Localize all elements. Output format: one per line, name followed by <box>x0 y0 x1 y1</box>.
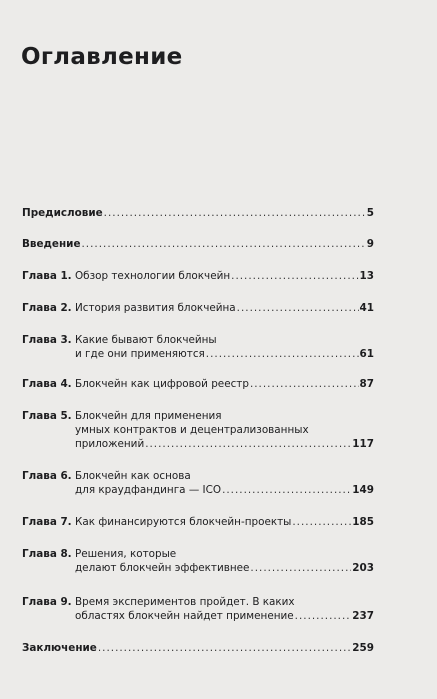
toc-entry-text <box>22 641 374 655</box>
toc-entry-title: Блокчейн как цифровой реестр <box>75 378 249 390</box>
toc-page-number: 185 <box>352 516 374 528</box>
toc-entry-title: Предисловие <box>22 207 103 219</box>
toc-entry-conclusion <box>22 641 374 655</box>
toc-entry-line: Какие бывают блокчейны <box>75 334 217 346</box>
leader-dots <box>104 206 366 220</box>
leader-dots <box>206 347 359 361</box>
page-title: Оглавление <box>21 44 183 70</box>
leader-dots <box>231 269 358 283</box>
chapter-label: Глава 3. <box>22 334 72 346</box>
toc-entry-chapter-8 <box>22 547 374 575</box>
chapter-label: Глава 2. <box>22 302 72 314</box>
leader-dots <box>250 561 351 575</box>
toc-entry-title: и где они применяются <box>75 348 205 360</box>
toc-entry-chapter-9 <box>22 595 374 623</box>
leader-dots <box>250 377 359 391</box>
chapter-label: Глава 8. <box>22 548 72 560</box>
toc-entry-title: Обзор технологии блокчейн <box>75 270 231 282</box>
toc-entry-text <box>75 515 374 529</box>
chapter-label: Глава 5. <box>22 410 72 422</box>
toc-page-number: 9 <box>366 238 374 250</box>
toc-entry-title: делают блокчейн эффективнее <box>75 562 250 574</box>
toc-page-number: 5 <box>366 207 374 219</box>
leader-dots <box>237 301 359 315</box>
toc-entry-text <box>22 206 374 220</box>
toc-entry-text <box>75 333 374 361</box>
toc-entry-line: Блокчейн как основа <box>75 470 191 482</box>
toc-page-number: 149 <box>352 484 374 496</box>
toc-page-number: 41 <box>359 302 374 314</box>
toc-entry-line: Время экспериментов пройдет. В каких <box>75 596 295 608</box>
toc-entry-chapter-3 <box>22 333 374 361</box>
toc-entry-title: приложений <box>75 438 145 450</box>
toc-entry-title: Как финансируются блокчейн-проекты <box>75 516 292 528</box>
toc-entry-title: Введение <box>22 238 81 250</box>
toc-page-number: 13 <box>359 270 374 282</box>
chapter-label: Глава 4. <box>22 378 72 390</box>
toc-entry-line: Блокчейн для применения <box>75 410 222 422</box>
toc-entry-line: Решения, которые <box>75 548 177 560</box>
toc-entry-text <box>22 237 374 251</box>
leader-dots <box>82 237 366 251</box>
toc-entry-title: Заключение <box>22 642 97 654</box>
leader-dots <box>222 483 351 497</box>
toc-entry-text <box>75 409 374 451</box>
chapter-label: Глава 9. <box>22 596 72 608</box>
chapter-label: Глава 6. <box>22 470 72 482</box>
toc-page-number: 203 <box>352 562 374 574</box>
toc-entry-text <box>75 301 374 315</box>
toc-page-number: 117 <box>352 438 374 450</box>
chapter-label: Глава 7. <box>22 516 72 528</box>
toc-page-number: 61 <box>359 348 374 360</box>
toc-entry-chapter-1 <box>22 269 374 283</box>
toc-entry-text <box>75 377 374 391</box>
toc-entry-text <box>75 547 374 575</box>
toc-entry-title: История развития блокчейна <box>75 302 236 314</box>
toc-entry-title: областях блокчейн найдет применение <box>75 610 294 622</box>
leader-dots <box>292 515 351 529</box>
toc-entry-text <box>75 469 374 497</box>
toc-page-number: 87 <box>359 378 374 390</box>
toc-entry-introduction <box>22 237 374 251</box>
toc-entry-chapter-6 <box>22 469 374 497</box>
leader-dots <box>145 437 351 451</box>
leader-dots <box>98 641 351 655</box>
chapter-label: Глава 1. <box>22 270 72 282</box>
toc-entry-preface <box>22 206 374 220</box>
toc-entry-chapter-7 <box>22 515 374 529</box>
toc-entry-text <box>75 595 374 623</box>
toc-entry-title: для краудфандинга — ICO <box>75 484 222 496</box>
toc-entry-chapter-4 <box>22 377 374 391</box>
toc-entry-line: умных контрактов и децентрализованных <box>75 424 309 436</box>
toc-entry-chapter-2 <box>22 301 374 315</box>
leader-dots <box>295 609 352 623</box>
toc-page-number: 259 <box>352 642 374 654</box>
toc-entry-chapter-5 <box>22 409 374 451</box>
toc-entry-text <box>75 269 374 283</box>
toc-page-number: 237 <box>352 610 374 622</box>
